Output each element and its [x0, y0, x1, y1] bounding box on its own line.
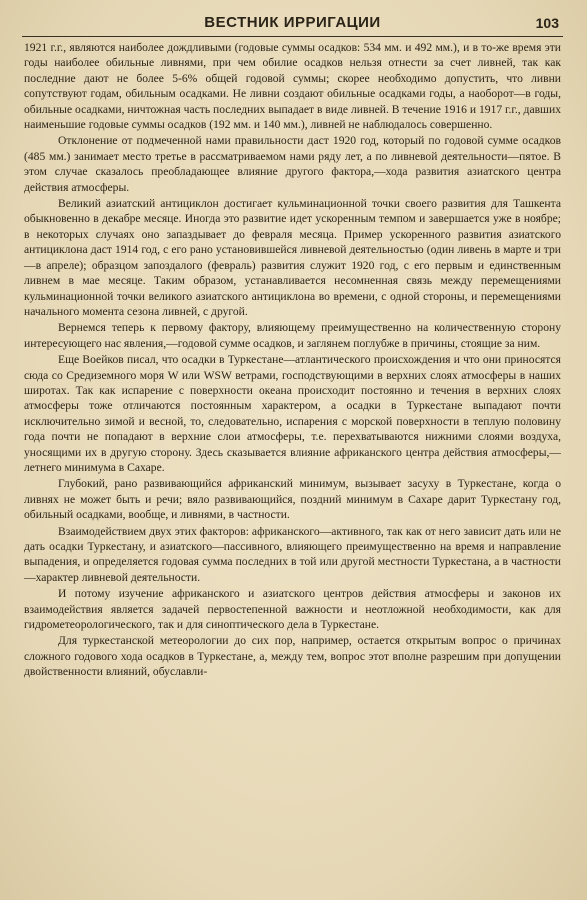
page-header — [22, 10, 563, 37]
paragraph: И потому изучение африканского и азиатского центров действия атмосферы и законов их взаимодействия является задачей первостепенной важности и неотложной необходимости, как для гидрометеорологического, так и для синоптического дела в Туркестане. — [24, 587, 561, 632]
paragraph: Вернемся теперь к первому фактору, влияющему преимущественно на количественную сторону интересующего нас явления,—годовой сумме осадков, и заглянем поглубже в причины, стоящие за ним. — [24, 321, 561, 350]
article-body — [24, 40, 561, 895]
paragraph: Глубокий, рано развивающийся африканский минимум, вызывает засуху в Туркестане, когда о ливнях не может быть и речи; вяло развивающийся, поздний минимум в Сахаре дарит Туркестану год, обильный осадками, вообще, и ливнями, в частности. — [24, 477, 561, 522]
paragraph: Отклонение от подмеченной нами правильности даст 1920 год, который по годовой сумме осадков (485 мм.) занимает место третье в рассматриваемом нами ряду лет, а по ливневой деятельности—пятое. В этом случае сказалось преобладающее влияние другого фактора,—хода развития азиатского центра действия атмосферы. — [24, 134, 561, 194]
paragraph: Еще Воейков писал, что осадки в Туркестане—атлантического происхождения и что они приносятся сюда со Средиземного моря W или WSW ветрами, господствующими в верхних слоях атмосферы в наших широтах. Так как испарение с поверхности океана происходит постоянно и течения в верхних слоях атмосферы тоже отличаются постоянным характером, а осадки в Туркестане выпадают почти исключительно зимой и весной, то, следовательно, испарения с морской поверхности в теплую половину года почти не попадают в верхние слои атмосферы, т.е. перехватываются нижними слоями воздуха, уносящими их в другую сторону. Здесь сказывается влияние африканского центра действия атмосферы,—летнего минимума в Сахаре. — [24, 353, 561, 474]
paragraph: Взаимодействием двух этих факторов: африканского—активного, так как от него зависит дать или не дать осадки Туркестану, и азиатского—пассивного, влияющего преимущественно на время и направление выпадения, и определяется годовая сумма последних в той или другой местности Туркестана, а в частности—характер ливневой деятельности. — [24, 524, 561, 584]
paragraph: 1921 г.г., являются наиболее дождливыми (годовые суммы осадков: 534 мм. и 492 мм.), и в то-же время эти годы наиболее обильные ливнями, при чем обилие осадков нельзя отнести за счет ливней, так как последние дают не более 5-6% общей годовой суммы; скорее необходимо допустить, что ливни сопутствуют годам, обильным осадками. Не ливни создают обильные осадками годы, а наоборот—в годы, обильные осадками, ничтожная часть последних выпадает в виде ливней. В течение 1916 и 1917 г.г., давших наименьшие годовые суммы осадков (192 мм. и 140 мм.), ливней не наблюдалось совершенно. — [24, 41, 561, 132]
paragraph: Для туркестанской метеорологии до сих пор, например, остается открытым вопрос о причинах сложного годового хода осадков в Туркестане, а, между тем, вопрос этот вполне разрешим при допущении двойственности влияний, обуславли- — [24, 634, 561, 679]
paragraph: Великий азиатский антициклон достигает кульминационной точки своего развития для Ташкента обыкновенно в декабре месяце. Иногда это развитие идет ускоренным темпом и завершается уже в ноябре; в некоторых случаях оно запаздывает до февраля месяца. Пример ускоренного развития азиатского антициклона даст 1914 год, с его рано установившейся ливневой деятельностью (один ливень в марте и три—в апреле); образцом запоздалого (февраль) развития служит 1920 год, с его первым и единственным ливнем в мае месяце. Таким образом, устанавливается несомненная связь между перемещениями кульминационной точки великого азиатского антициклона во времени, с одной стороны, и перемещениями начального момента сезона ливней, с другой. — [24, 197, 561, 318]
journal-title: ВЕСТНИК ИРРИГАЦИИ — [204, 14, 381, 31]
page-number: 103 — [535, 15, 559, 31]
